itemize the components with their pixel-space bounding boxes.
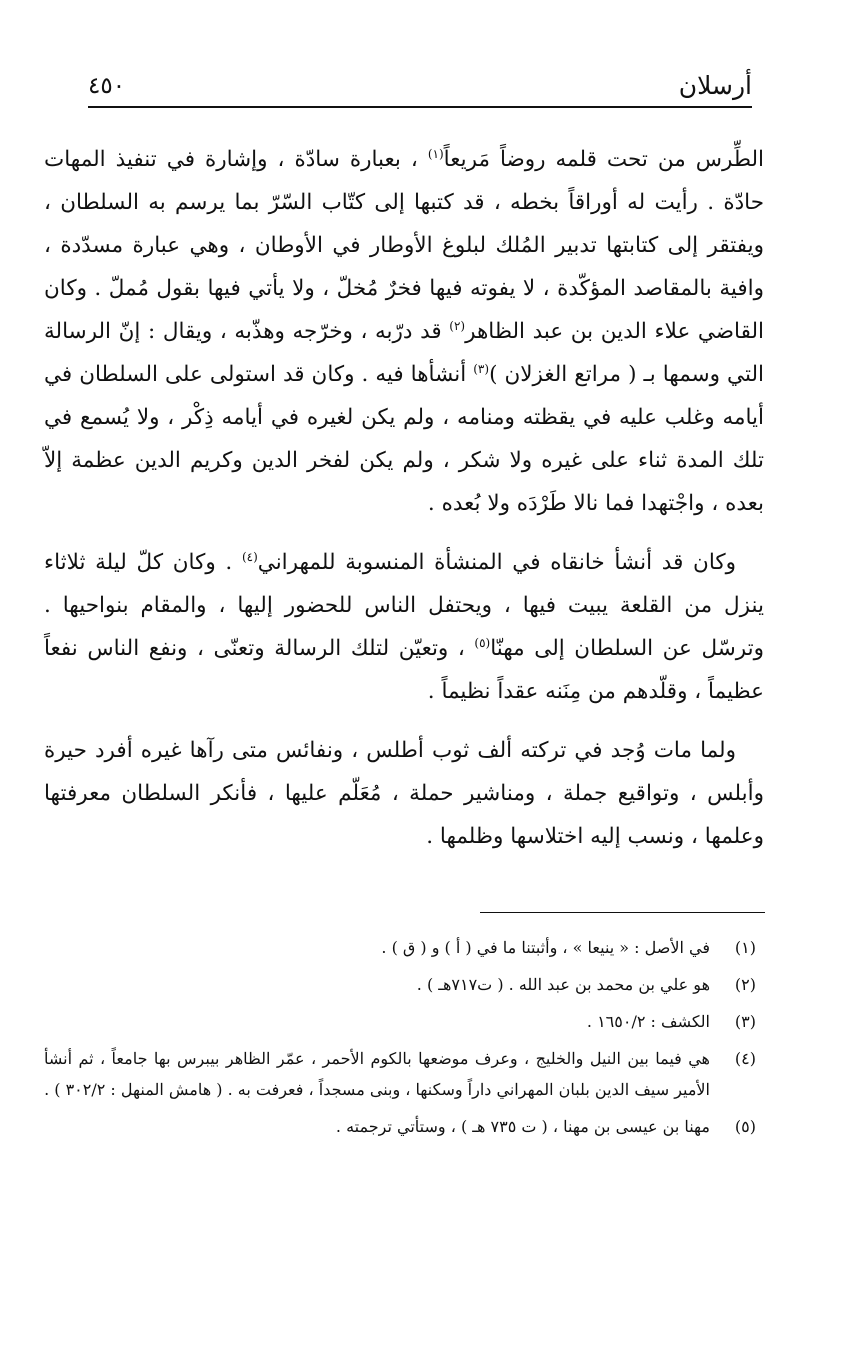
text-run: قد درّبه ، وخرّجه وهذّبه ، ويقال : إنّ الرسالة التي وسمها بـ ( مراتع الغزلان ) [44, 319, 764, 387]
footnote-number: (٥) [734, 1117, 756, 1136]
text-run: ، بعبارة سادّة ، وإشارة في تنفيذ المهات حادّة . رأيت له أوراقاً بخطه ، قد كتبها إلى كتّاب السّرّ بما يرسم به السلطان ، ويفتقر إلى كتابتها تدبير المُلك لبلوغ الأوطار في الأوطان ، وهي عبارة مسدّدة ، وافية بالمقاصد المؤكّدة ، لا يفوته فيها فخرٌ مُخلّ ، ولا يأتي فيها بقول مُملّ . وكان القاضي علاء الدين بن عبد الظاهر [44, 147, 765, 344]
footnotes [44, 932, 766, 1148]
paragraph-1 [44, 138, 764, 525]
footnote-3 [44, 1006, 766, 1037]
footnote-ref-1[interactable]: (١) [427, 146, 444, 161]
main-text [44, 138, 764, 874]
running-title: أرسلان [678, 71, 752, 100]
text-run: . وكان كلّ ليلة ثلاثاء ينزل من القلعة يبيت فيها ، ويحتفل الناس للحضور إليها ، والمقام بنواحيها . وترسّل عن السلطان إلى مهنّا [44, 550, 764, 661]
header-rule [88, 106, 752, 108]
footnote-text: في الأصل : « ينيعا » ، وأثبتنا ما في ( أ ) و ( ق ) . [381, 938, 710, 957]
footnote-ref-2[interactable]: (٢) [449, 318, 466, 333]
text-run: الطِّرس من تحت قلمه روضاً مَريعاً [443, 147, 764, 172]
text-run: أنشأها فيه . وكان قد استولى على السلطان في أيامه وغلب عليه في يقظته ومنامه ، ولم يكن لغيره في أيامه ذِكْر ، ولا يُسمع في تلك المدة ثناء على غيره ولا شكر ، ولم يكن لفخر الدين وكريم الدين عظمة إلاّ بعده ، واجْتهدا فما نالا طَرْدَه ولا بُعده . [44, 362, 764, 516]
footnote-5 [44, 1111, 766, 1142]
footnote-1 [44, 932, 766, 963]
footnote-text: هي فيما بين النيل والخليج ، وعرف موضعها بالكوم الأحمر ، عمّر الظاهر بيبرس بها جامعاً ، ثم أنشأ الأمير سيف الدين بلبان المهراني داراً وسكنها ، وبنى مسجداً ، فعرفت به . ( هامش المنهل : ٣٠٢/٢ ) . [44, 1049, 710, 1099]
paragraph-3: ولما مات وُجد في تركته ألف ثوب أطلس ، ونفائس متى رآها غيره أفرد حيرة وأبلس ، وتواقيع جملة ، ومناشير حملة ، مُعَلّم عليها ، فأنكر السلطان معرفتها وعلمها ، ونسب إليه اختلاسها وظلمها . [44, 738, 764, 849]
text-run: وكان قد أنشأ خانقاه في المنشأة المنسوبة للمهراني [257, 550, 737, 575]
footnote-ref-4[interactable]: (٤) [241, 549, 258, 564]
footnote-text: الكشف : ١٦٥٠/٢ . [586, 1012, 710, 1031]
footnote-separator [480, 912, 765, 913]
footnote-number: (٢) [734, 975, 756, 994]
footnote-text: مهنا بن عيسى بن مهنا ، ( ت ٧٣٥ هـ ) ، وستأتي ترجمته . [335, 1117, 710, 1136]
footnote-number: (٣) [734, 1012, 756, 1031]
footnote-number: (١) [734, 938, 756, 957]
footnote-text: هو علي بن محمد بن عبد الله . ( ت٧١٧هـ ) . [416, 975, 710, 994]
footnote-ref-3[interactable]: (٣) [473, 361, 490, 376]
paragraph-2 [44, 541, 764, 713]
footnote-ref-5[interactable]: (٥) [474, 635, 491, 650]
footnote-2 [44, 969, 766, 1000]
page-header [88, 64, 752, 108]
footnote-number: (٤) [734, 1049, 756, 1068]
text-run: ، وتعيّن لتلك الرسالة وتعنّى ، ونفع الناس نفعاً عظيماً ، وقلّدهم من مِنَنه عقداً نظيماً . [44, 636, 764, 704]
footnote-4 [44, 1043, 766, 1105]
page-number: ٤٥٠ [88, 73, 126, 99]
